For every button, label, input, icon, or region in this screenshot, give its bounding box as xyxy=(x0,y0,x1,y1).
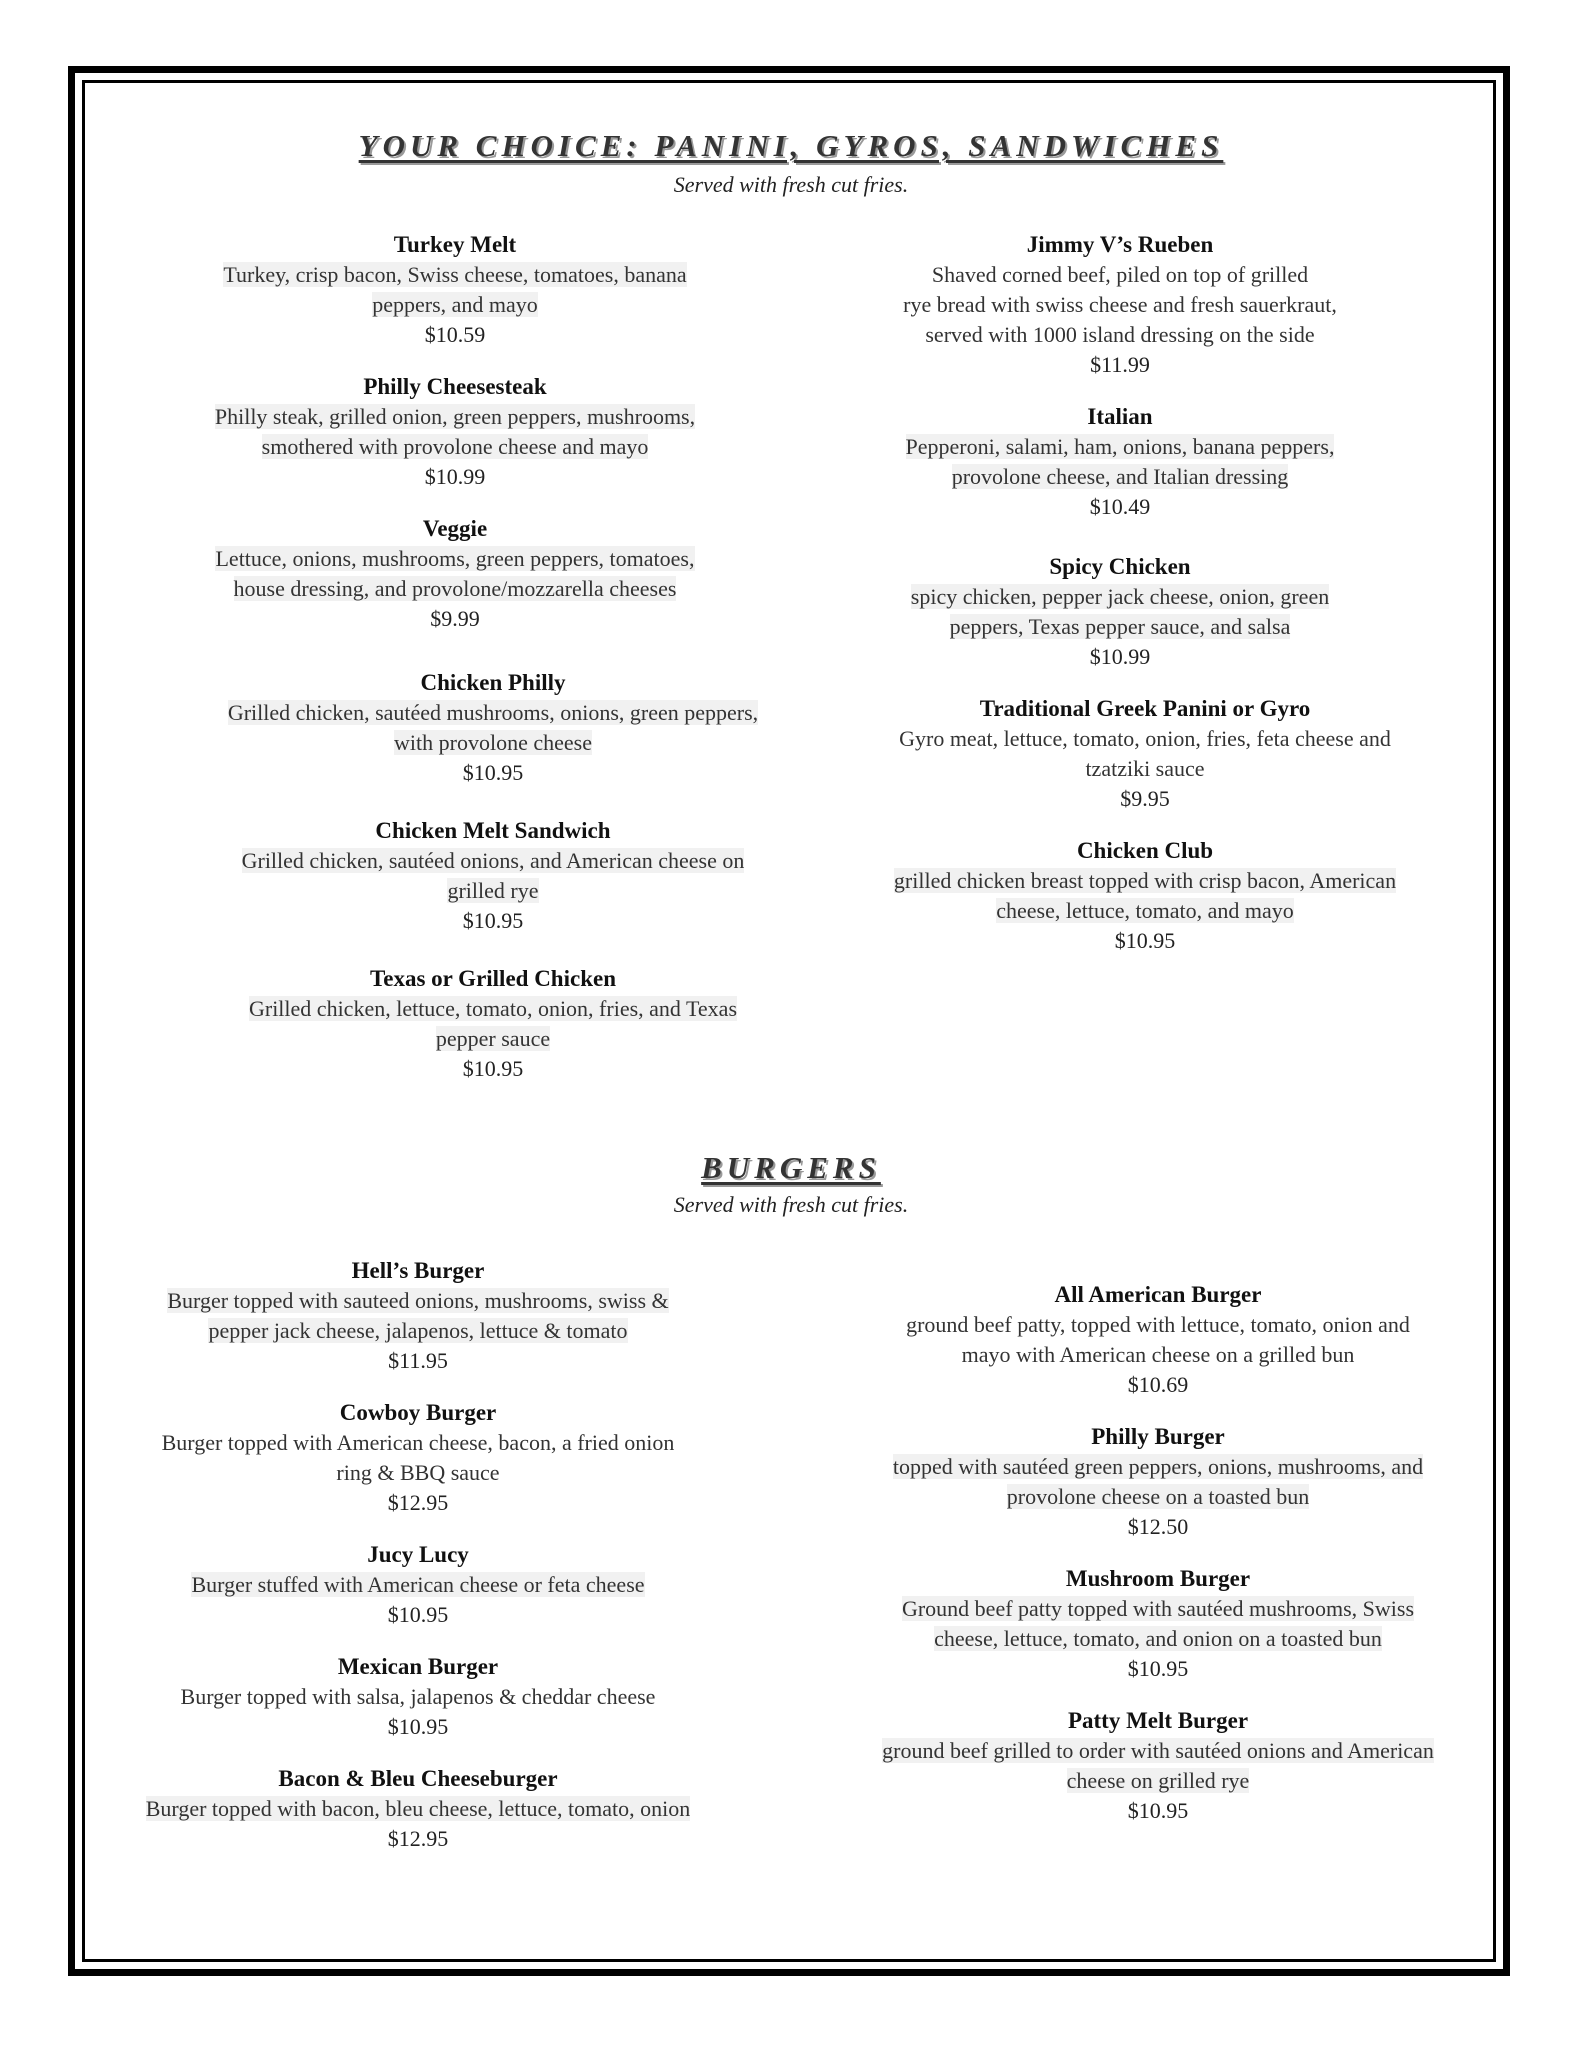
item-desc: Burger stuffed with American cheese or feta cheese xyxy=(191,1572,645,1597)
menu-item xyxy=(838,1706,1478,1826)
item-name: Cowboy Burger xyxy=(339,1400,497,1425)
menu-item xyxy=(825,694,1465,814)
item-price: $10.95 xyxy=(1127,1656,1189,1681)
item-price: $10.49 xyxy=(1089,494,1151,519)
item-desc: Grilled chicken, sautéed onions, and American cheese on xyxy=(241,848,745,873)
item-desc: Grilled chicken, sautéed mushrooms, onions, green peppers, xyxy=(227,700,759,725)
menu-item xyxy=(98,1256,738,1376)
item-name: Hell’s Burger xyxy=(351,1258,485,1283)
menu-item xyxy=(98,1764,738,1854)
item-desc: topped with sautéed green peppers, onions, mushrooms, and xyxy=(892,1454,1424,1479)
item-desc: provolone cheese, and Italian dressing xyxy=(951,464,1289,489)
item-name: Philly Burger xyxy=(1091,1424,1225,1449)
item-desc: smothered with provolone cheese and mayo xyxy=(261,434,649,459)
item-desc: rye bread with swiss cheese and fresh sauerkraut, xyxy=(903,292,1337,317)
menu-item xyxy=(800,402,1440,522)
item-name: Italian xyxy=(1087,404,1153,429)
menu-item xyxy=(838,1280,1478,1400)
item-price: $10.95 xyxy=(462,908,524,933)
item-desc: cheese, lettuce, tomato, and onion on a toasted bun xyxy=(934,1626,1382,1651)
item-price: $12.95 xyxy=(387,1826,449,1851)
menu-item xyxy=(135,230,775,350)
item-desc: mayo with American cheese on a grilled bun xyxy=(961,1342,1355,1367)
item-desc: provolone cheese on a toasted bun xyxy=(1006,1484,1310,1509)
menu-item xyxy=(98,1540,738,1630)
menu-item xyxy=(98,1398,738,1518)
item-desc: tzatziki sauce xyxy=(1085,756,1205,781)
item-desc: Burger topped with American cheese, bacon, a fried onion xyxy=(161,1430,675,1455)
item-desc: pepper sauce xyxy=(435,1026,551,1051)
item-name: Chicken Philly xyxy=(420,670,566,695)
item-name: Philly Cheesesteak xyxy=(363,374,547,399)
item-desc: cheese on grilled rye xyxy=(1066,1768,1250,1793)
menu-item xyxy=(173,668,813,788)
item-price: $11.95 xyxy=(388,1348,448,1373)
item-desc: cheese, lettuce, tomato, and mayo xyxy=(996,898,1294,923)
item-name: Chicken Melt Sandwich xyxy=(375,818,611,843)
item-desc: served with 1000 island dressing on the side xyxy=(925,322,1315,347)
item-desc: grilled rye xyxy=(447,878,539,903)
item-price: $12.50 xyxy=(1127,1514,1189,1539)
item-desc: Turkey, crisp bacon, Swiss cheese, tomatoes, banana xyxy=(223,262,687,287)
item-desc: with provolone cheese xyxy=(394,730,592,755)
item-name: Jucy Lucy xyxy=(367,1542,469,1567)
menu-item xyxy=(98,1652,738,1742)
item-name: Chicken Club xyxy=(1076,838,1214,863)
section-title-burgers: BURGERS xyxy=(701,1150,881,1185)
item-name: Jimmy V’s Rueben xyxy=(1026,232,1214,257)
menu-item xyxy=(838,1422,1478,1542)
item-desc: Philly steak, grilled onion, green peppers, mushrooms, xyxy=(214,404,696,429)
item-desc: ground beef grilled to order with sautéed onions and American xyxy=(882,1738,1434,1763)
item-price: $10.99 xyxy=(1089,644,1151,669)
item-price: $9.99 xyxy=(430,606,480,631)
item-desc: grilled chicken breast topped with crisp bacon, American xyxy=(893,868,1397,893)
item-price: $9.95 xyxy=(1120,786,1170,811)
menu-item xyxy=(135,372,775,492)
item-name: Mexican Burger xyxy=(337,1654,499,1679)
item-desc: Lettuce, onions, mushrooms, green peppers, tomatoes, xyxy=(215,546,695,571)
item-desc: Burger topped with sauteed onions, mushrooms, swiss & xyxy=(167,1288,669,1313)
item-price: $10.69 xyxy=(1127,1372,1189,1397)
item-name: Traditional Greek Panini or Gyro xyxy=(979,696,1311,721)
item-desc: peppers, Texas pepper sauce, and salsa xyxy=(949,614,1291,639)
item-price: $10.95 xyxy=(462,1056,524,1081)
menu-item xyxy=(135,514,775,634)
menu-item xyxy=(173,964,813,1084)
item-desc: peppers, and mayo xyxy=(372,292,538,317)
item-desc: Burger topped with salsa, jalapenos & cheddar cheese xyxy=(180,1684,656,1709)
item-name: Bacon & Bleu Cheeseburger xyxy=(278,1766,558,1791)
item-price: $12.95 xyxy=(387,1490,449,1515)
item-desc: ring & BBQ sauce xyxy=(336,1460,500,1485)
item-desc: Ground beef patty topped with sautéed mushrooms, Swiss xyxy=(901,1596,1415,1621)
item-price: $10.95 xyxy=(387,1714,449,1739)
item-name: Texas or Grilled Chicken xyxy=(370,966,616,991)
item-desc: Burger topped with bacon, bleu cheese, lettuce, tomato, onion xyxy=(145,1796,691,1821)
item-desc: ground beef patty, topped with lettuce, tomato, onion and xyxy=(906,1312,1410,1337)
item-desc: Gyro meat, lettuce, tomato, onion, fries, feta cheese and xyxy=(899,726,1391,751)
section-subtitle-burgers: Served with fresh cut fries. xyxy=(673,1192,909,1217)
item-price: $10.95 xyxy=(462,760,524,785)
item-price: $10.95 xyxy=(1127,1798,1189,1823)
item-price: $10.95 xyxy=(387,1602,449,1627)
item-name: Turkey Melt xyxy=(393,232,517,257)
menu-item xyxy=(825,836,1465,956)
item-desc: Pepperoni, salami, ham, onions, banana peppers, xyxy=(905,434,1335,459)
item-price: $10.99 xyxy=(424,464,486,489)
item-desc: house dressing, and provolone/mozzarella cheeses xyxy=(233,576,677,601)
menu-item xyxy=(800,230,1440,380)
item-desc: Grilled chicken, lettuce, tomato, onion, fries, and Texas xyxy=(248,996,738,1021)
section-title-sandwiches: YOUR CHOICE: PANINI, GYROS, SANDWICHES xyxy=(358,128,1224,163)
item-name: Spicy Chicken xyxy=(1049,554,1191,579)
item-price: $10.95 xyxy=(1114,928,1176,953)
item-price: $10.59 xyxy=(424,322,486,347)
item-desc: Shaved corned beef, piled on top of grilled xyxy=(931,262,1309,287)
section-subtitle-sandwiches: Served with fresh cut fries. xyxy=(673,172,909,197)
item-name: Veggie xyxy=(422,516,488,541)
item-name: Mushroom Burger xyxy=(1065,1566,1251,1591)
menu-item xyxy=(838,1564,1478,1684)
item-desc: pepper jack cheese, jalapenos, lettuce & tomato xyxy=(208,1318,628,1343)
item-name: Patty Melt Burger xyxy=(1067,1708,1249,1733)
item-price: $11.99 xyxy=(1090,352,1150,377)
item-desc: spicy chicken, pepper jack cheese, onion, green xyxy=(910,584,1330,609)
menu-item xyxy=(800,552,1440,672)
item-name: All American Burger xyxy=(1054,1282,1262,1307)
menu-item xyxy=(173,816,813,936)
